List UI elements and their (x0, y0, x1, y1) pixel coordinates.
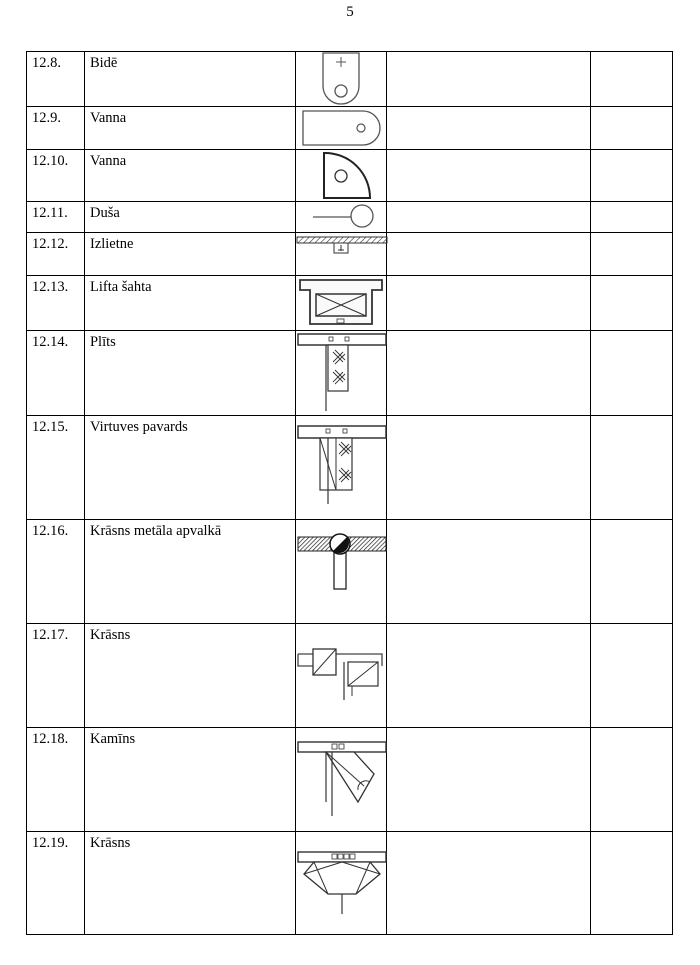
table-row (27, 202, 673, 233)
row-number: 12.10. (27, 150, 85, 202)
row-name: Duša (84, 202, 295, 233)
table-row (27, 728, 673, 832)
row-number: 12.12. (27, 233, 85, 276)
metal-clad-oven-icon (296, 520, 388, 600)
page-number: 5 (346, 4, 354, 20)
row-number: 12.18. (27, 728, 85, 832)
table-row (27, 832, 673, 935)
row-name: Kamīns (84, 728, 295, 832)
sink-icon (296, 233, 388, 263)
table-row (27, 624, 673, 728)
row-name: Izlietne (84, 233, 295, 276)
row-number: 12.16. (27, 520, 85, 624)
row-name: Vanna (84, 107, 295, 150)
table-row (27, 331, 673, 416)
row-name: Vanna (84, 150, 295, 202)
row-name: Lifta šahta (84, 276, 295, 331)
row-number: 12.11. (27, 202, 85, 233)
table-row (27, 416, 673, 520)
table-row (27, 107, 673, 150)
table-row (27, 520, 673, 624)
corner-bathtub-icon (301, 150, 381, 200)
table-row (27, 52, 673, 107)
symbols-table (26, 51, 673, 935)
oven-icon (296, 624, 388, 704)
fireplace-icon (296, 728, 388, 824)
row-name: Krāsns (84, 832, 295, 935)
stove-icon (296, 331, 388, 415)
shower-icon (299, 202, 383, 231)
bidet-icon (301, 52, 381, 105)
elevator-shaft-icon (296, 276, 386, 329)
row-name: Plīts (84, 331, 295, 416)
row-number: 12.15. (27, 416, 85, 520)
bathtub-icon (299, 107, 383, 148)
kitchen-hearth-icon (296, 416, 388, 508)
row-number: 12.19. (27, 832, 85, 935)
row-name: Virtuves pavards (84, 416, 295, 520)
row-number: 12.8. (27, 52, 85, 107)
table-row (27, 276, 673, 331)
row-name: Bidē (84, 52, 295, 107)
row-name: Krāsns metāla apvalkā (84, 520, 295, 624)
row-number: 12.14. (27, 331, 85, 416)
table-row (27, 233, 673, 276)
row-number: 12.17. (27, 624, 85, 728)
table-row (27, 150, 673, 202)
oven-corner-icon (296, 832, 388, 916)
row-name: Krāsns (84, 624, 295, 728)
row-number: 12.9. (27, 107, 85, 150)
row-number: 12.13. (27, 276, 85, 331)
